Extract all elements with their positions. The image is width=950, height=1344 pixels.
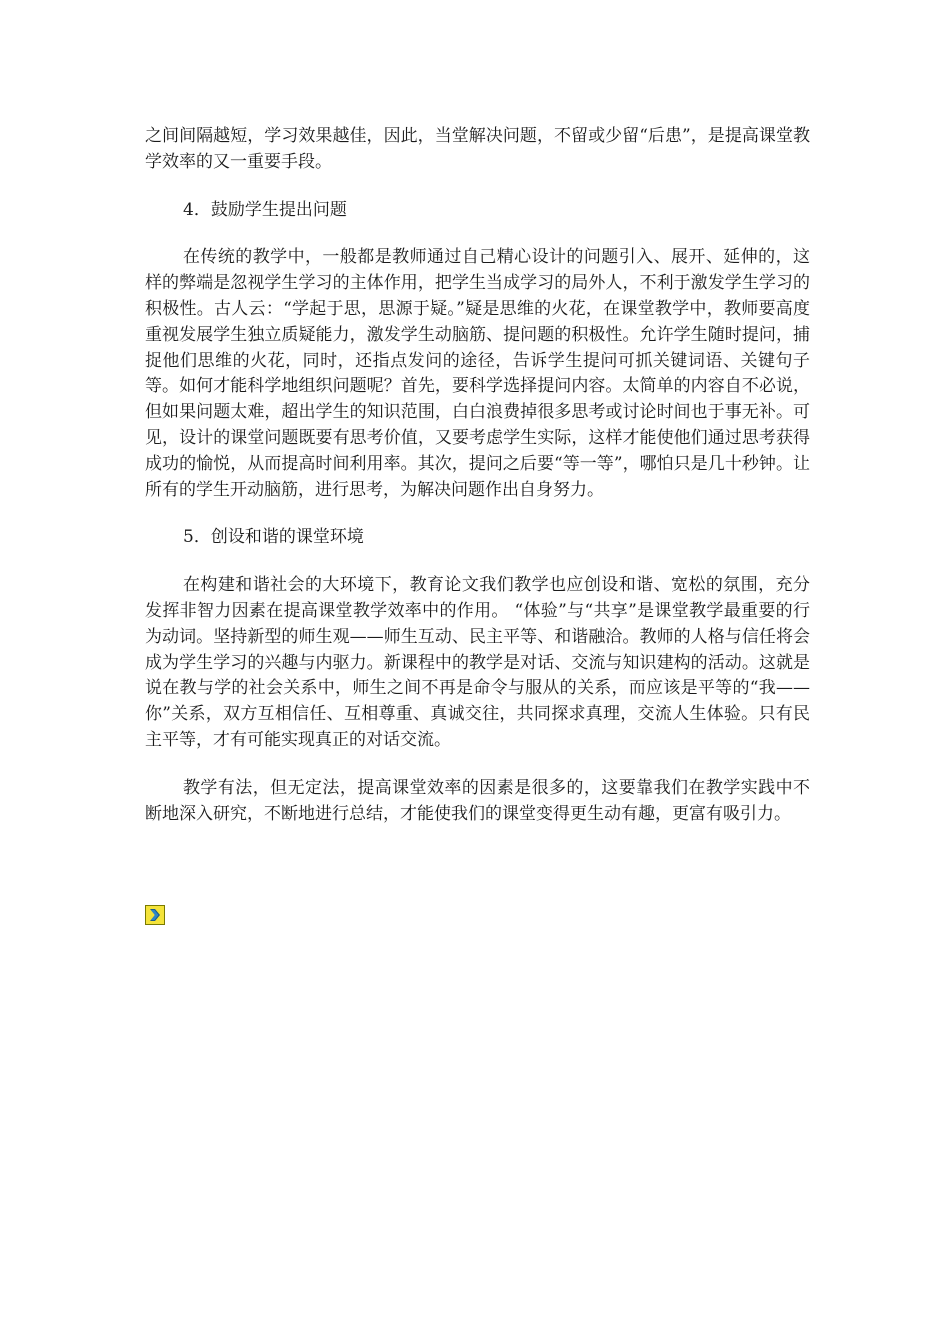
spacer: [145, 223, 810, 245]
paragraph-conclusion: 教学有法，但无定法，提高课堂效率的因素是很多的，这要靠我们在教学实践中不断地深入研究，不断地进行总结，才能使我们的课堂变得更生动有趣，更富有吸引力。: [145, 777, 810, 824]
paragraph-harmonious-classroom: 在构建和谐社会的大环境下，教育论文我们教学也应创设和谐、宽松的氛围，充分发挥非智力因素在提高课堂教学效率中的作用。 “体验”与“共享”是课堂教学最重要的行为动词。坚持新型的师生观——师生互动、民主平等、和谐融洽。教师的人格与信任将会成为学生学习的兴趣与内驱力。新课程中的教学是对话、交流与知识建构的活动。这就是说在教与学的社会关系中，师生之间不再是命令与服从的关系，而应该是平等的“我——你”关系，双方互相信任、互相尊重、真诚交往，共同探求真理，交流人生体验。只有民主平等，才有可能实现真正的对话交流。: [145, 575, 810, 750]
spacer: [145, 754, 810, 776]
section-heading-5: 5．创设和谐的课堂环境: [183, 527, 364, 548]
spacer: [145, 551, 810, 573]
arrow-next-icon-graphic: [146, 906, 164, 924]
spacer: [145, 176, 810, 198]
section-heading-4: 4．鼓励学生提出问题: [183, 199, 347, 220]
arrow-next-icon[interactable]: [145, 905, 165, 925]
paragraph-encourage-questions: 在传统的教学中，一般都是教师通过自己精心设计的问题引入、展开、延伸的，这样的弊端是忽视学生学习的主体作用，把学生当成学习的局外人，不利于激发学生学习的积极性。古人云：“学起于思，思源于疑。”疑是思维的火花，在课堂教学中，教师要高度重视发展学生独立质疑能力，激发学生动脑筋、提问题的积极性。允许学生随时提问，捕捉他们思维的火花，同时，还指点发问的途径，告诉学生提问可抓关键词语、关键句子等。如何才能科学地组织问题呢？首先，要科学选择提问内容。太简单的内容自不必说，但如果问题太难，超出学生的知识范围，白白浪费掉很多思考或讨论时间也于事无补。可见，设计的课堂问题既要有思考价值，又要考虑学生实际，这样才能使他们通过思考获得成功的愉悦，从而提高时间利用率。其次，提问之后要“等一等”，哪怕只是几十秒钟。让所有的学生开动脑筋，进行思考，为解决问题作出自身努力。: [145, 247, 810, 500]
paragraph-continuation: 之间间隔越短，学习效果越佳，因此，当堂解决问题，不留或少留“后患”，是提高课堂教学效率的又一重要手段。: [145, 126, 810, 172]
spacer: [145, 503, 810, 525]
document-body: [145, 124, 810, 827]
